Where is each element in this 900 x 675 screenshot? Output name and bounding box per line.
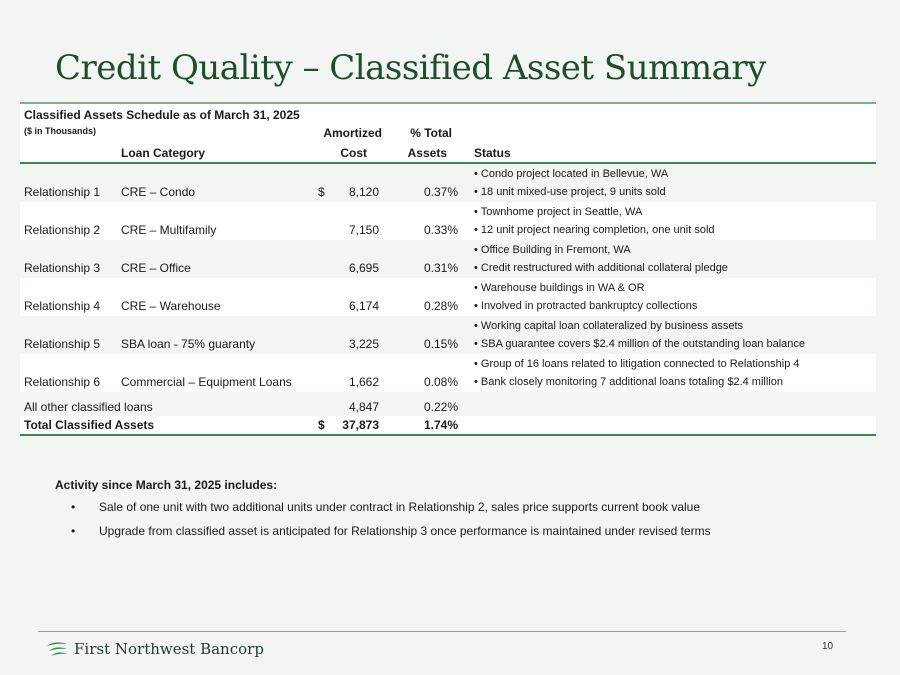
activity-item-text: Upgrade from classified asset is anticipated for Relationship 3 once performance is maintained under revised terms: [99, 524, 711, 538]
status-line-1: • Warehouse buildings in WA & OR: [474, 282, 645, 294]
page-title: Credit Quality – Classified Asset Summary: [55, 48, 766, 88]
col-header-category: Loan Category: [121, 146, 206, 160]
category-cell: CRE – Warehouse: [121, 299, 221, 313]
cost-cell: 7,150: [348, 223, 379, 237]
cost-cell: 6,695: [348, 261, 379, 275]
table-row: [20, 202, 876, 240]
schedule-title: Classified Assets Schedule as of March 31, 2025: [24, 108, 300, 122]
total-cost: 37,873: [342, 418, 379, 432]
bullet-icon: •: [71, 524, 76, 538]
total-row: [20, 416, 876, 436]
bullet-icon: •: [71, 500, 76, 514]
status-line-2: • Credit restructured with additional collateral pledge: [474, 262, 728, 274]
status-line-2: • Involved in protracted bankruptcy collections: [474, 300, 698, 312]
activity-heading: Activity since March 31, 2025 includes:: [55, 478, 278, 492]
logo-text: First Northwest Bancorp: [74, 640, 264, 658]
total-pct: 1.74%: [423, 418, 458, 432]
other-classified-row: [20, 398, 876, 416]
other-cost: 4,847: [348, 400, 379, 414]
pct-cell: 0.31%: [423, 261, 458, 275]
status-line-2: • Bank closely monitoring 7 additional loans totaling $2.4 million: [474, 376, 783, 388]
list-item: [55, 500, 711, 514]
status-line-2: • 12 unit project nearing completion, one unit sold: [474, 224, 715, 236]
cost-cell: 3,225: [348, 337, 379, 351]
classified-assets-table: [20, 102, 876, 436]
pct-cell: 0.28%: [423, 299, 458, 313]
currency-symbol: $: [318, 418, 325, 432]
total-label: Total Classified Assets: [24, 418, 155, 432]
status-line-1: • Office Building in Fremont, WA: [474, 244, 631, 256]
col-header-pct-2: Assets: [407, 146, 447, 160]
units-note: ($ in Thousands): [24, 126, 96, 136]
category-cell: Commercial – Equipment Loans: [121, 375, 292, 389]
relationship-cell: Relationship 5: [24, 337, 101, 351]
col-header-cost-1: Amortized: [323, 126, 382, 140]
list-item: [55, 524, 711, 538]
other-label: All other classified loans: [24, 400, 153, 414]
category-cell: CRE – Office: [121, 261, 191, 275]
activity-item-text: Sale of one unit with two additional units under contract in Relationship 2, sales price supports current book value: [99, 500, 701, 514]
category-cell: SBA loan - 75% guaranty: [121, 337, 256, 351]
table-header: [20, 104, 876, 164]
col-header-pct-1: % Total: [410, 126, 452, 140]
page-number: 10: [822, 641, 834, 652]
status-line-1: • Working capital loan collateralized by business assets: [474, 320, 744, 332]
wheat-icon: [46, 641, 68, 657]
table-row: [20, 164, 876, 202]
cost-cell: 8,120: [348, 185, 379, 199]
relationship-cell: Relationship 3: [24, 261, 101, 275]
status-line-2: • SBA guarantee covers $2.4 million of the outstanding loan balance: [474, 338, 806, 350]
currency-symbol: $: [318, 185, 325, 199]
pct-cell: 0.15%: [423, 337, 458, 351]
status-line-1: • Townhome project in Seattle, WA: [474, 206, 643, 218]
relationship-cell: Relationship 4: [24, 299, 101, 313]
status-line-1: • Group of 16 loans related to litigation connected to Relationship 4: [474, 358, 800, 370]
relationship-cell: Relationship 1: [24, 185, 101, 199]
relationship-cell: Relationship 6: [24, 375, 101, 389]
pct-cell: 0.33%: [423, 223, 458, 237]
col-header-status: Status: [474, 146, 511, 160]
pct-cell: 0.37%: [423, 185, 458, 199]
cost-cell: 6,174: [348, 299, 379, 313]
table-row: [20, 240, 876, 278]
footer-divider: [38, 631, 846, 632]
status-line-2: • 18 unit mixed-use project, 9 units sold: [474, 186, 666, 198]
activity-section: [55, 478, 711, 548]
table-row: [20, 278, 876, 316]
cost-cell: 1,662: [348, 375, 379, 389]
relationship-cell: Relationship 2: [24, 223, 101, 237]
category-cell: CRE – Multifamily: [121, 223, 217, 237]
category-cell: CRE – Condo: [121, 185, 196, 199]
col-header-cost-2: Cost: [340, 146, 367, 160]
company-logo: [46, 640, 264, 658]
table-row: [20, 316, 876, 354]
table-row: [20, 354, 876, 392]
status-line-1: • Condo project located in Bellevue, WA: [474, 168, 669, 180]
pct-cell: 0.08%: [423, 375, 458, 389]
other-pct: 0.22%: [423, 400, 458, 414]
